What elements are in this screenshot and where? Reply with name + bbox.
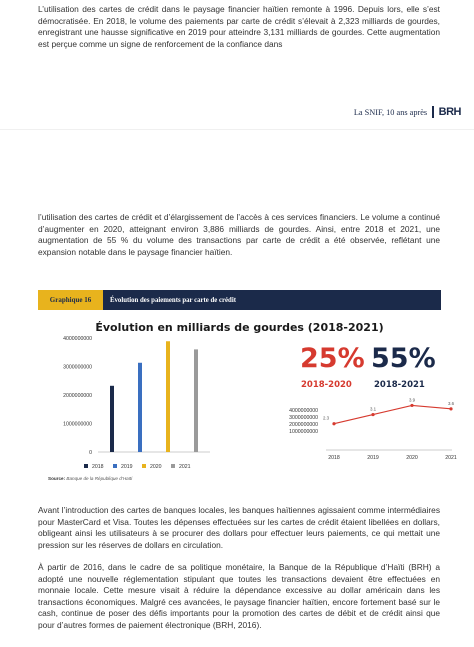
y-tick-label: 3000000000 <box>289 414 318 421</box>
paragraph-intro: L’utilisation des cartes de crédit dans le paysage financier haïtien remonte à 1996. Depuis lors, elle s’est démocratisée. En 2018, le volume des paiements par carte de crédit s’élevait à 2,323 milliards de gourdes, enregistrant une hausse significative en 2019 pour atteindre 3,131 milliards de gourdes. Cette augmentation est perçue comme un signe de renforcement de la confiance dans <box>38 4 440 49</box>
legend-swatch <box>171 464 175 468</box>
point-label: 2.3 <box>322 415 330 421</box>
y-tick-label: 2000000000 <box>63 393 92 399</box>
x-tick-label: 2021 <box>445 455 457 461</box>
kpi-value-2018-2020: 25% <box>300 343 365 374</box>
legend-swatch <box>113 464 117 468</box>
kpi-label-2018-2021: 2018-2021 <box>374 380 425 390</box>
bar-2019 <box>138 363 142 452</box>
legend-swatch <box>142 464 146 468</box>
point-label: 3.6 <box>447 400 455 406</box>
source-text: Banque de la République d’Haïti <box>66 476 133 481</box>
data-point-2021 <box>449 407 452 410</box>
figure-panel <box>38 310 457 491</box>
x-tick-label: 2019 <box>367 455 379 461</box>
header-separator <box>432 106 434 118</box>
bar-2020 <box>166 341 170 452</box>
paragraph-regulation: À partir de 2016, dans le cadre de sa politique monétaire, la Banque de la République d’Haïti (BRH) a adopté une nouvelle réglementation stipulant que toutes les transactions devaient être effectuées en monnaie locale. Cette mesure visait à réduire la dépendance excessive au dollar américain dans les transactions économiques. Malgré ces avancées, le paysage financier haïtien, encore fortement basé sur le cash, continue de poser des défis importants pour la promotion des cartes de débit et de crédit ainsi que pour d’autres formes de paiement électronique (BRH, 2016). <box>38 562 440 630</box>
legend-label: 2018 <box>92 464 104 470</box>
kpi-label-2018-2020: 2018-2020 <box>301 380 352 390</box>
data-point-2018 <box>332 422 335 425</box>
x-tick-label: 2020 <box>406 455 418 461</box>
legend-label: 2020 <box>150 464 162 470</box>
line-chart <box>238 397 457 468</box>
bar-2021 <box>194 349 198 452</box>
legend-swatch <box>84 464 88 468</box>
legend-label: 2021 <box>179 464 191 470</box>
running-header <box>354 106 461 118</box>
running-header-title: La SNIF, 10 ans après <box>353 107 428 117</box>
figure-title: Évolution des paiements par carte de crédit <box>110 296 236 304</box>
bar-chart <box>38 330 218 490</box>
data-point-2019 <box>371 413 374 416</box>
y-tick-label: 3000000000 <box>63 364 92 371</box>
y-tick-label: 2000000000 <box>289 421 318 428</box>
y-tick-label: 1000000000 <box>63 421 92 428</box>
point-label: 3.9 <box>408 397 416 403</box>
source-label: Source: <box>48 476 66 481</box>
figure-number: Graphique 16 <box>38 290 103 310</box>
page-break <box>0 129 474 189</box>
bar-2018 <box>110 386 114 452</box>
data-point-2020 <box>410 404 413 407</box>
y-tick-label: 1000000000 <box>289 428 318 435</box>
series-line <box>334 405 451 423</box>
chart-title: Évolution en milliards de gourdes (2018-2021) <box>95 321 384 334</box>
figure-source <box>48 476 132 481</box>
figure-caption-band <box>38 290 441 310</box>
y-tick-label: 0 <box>89 450 92 456</box>
legend-label: 2019 <box>121 464 133 470</box>
point-label: 3.1 <box>369 406 377 412</box>
y-tick-label: 4000000000 <box>63 336 92 342</box>
brh-logo-icon: BRH <box>438 106 461 118</box>
kpi-value-2018-2021: 55% <box>371 343 436 374</box>
paragraph-volume: l’utilisation des cartes de crédit et d’élargissement de l’accès à ces services financiers. Le volume a continué d’augmenter en 2020, atteignant environ 3,886 milliards de gourdes. Ainsi, entre 2018 et 2021, une augmentation de 55 % du volume des transactions par carte de crédit a été observée, reflétant une expansion notable dans le paysage financier haïtien. <box>38 212 440 257</box>
y-tick-label: 4000000000 <box>289 407 318 414</box>
paragraph-history: Avant l’introduction des cartes de banques locales, les banques haïtiennes agissaient comme intermédiaires pour MasterCard et Visa. Toutes les dépenses effectuées sur les cartes de crédit étaient libellées en dollars, obligeant ainsi les utilisateurs à se procurer des dollars pour effectuer leurs paiements, ce qui mettait une pression sur les réserves de dollars en circulation. <box>38 505 440 550</box>
x-tick-label: 2018 <box>328 455 340 461</box>
